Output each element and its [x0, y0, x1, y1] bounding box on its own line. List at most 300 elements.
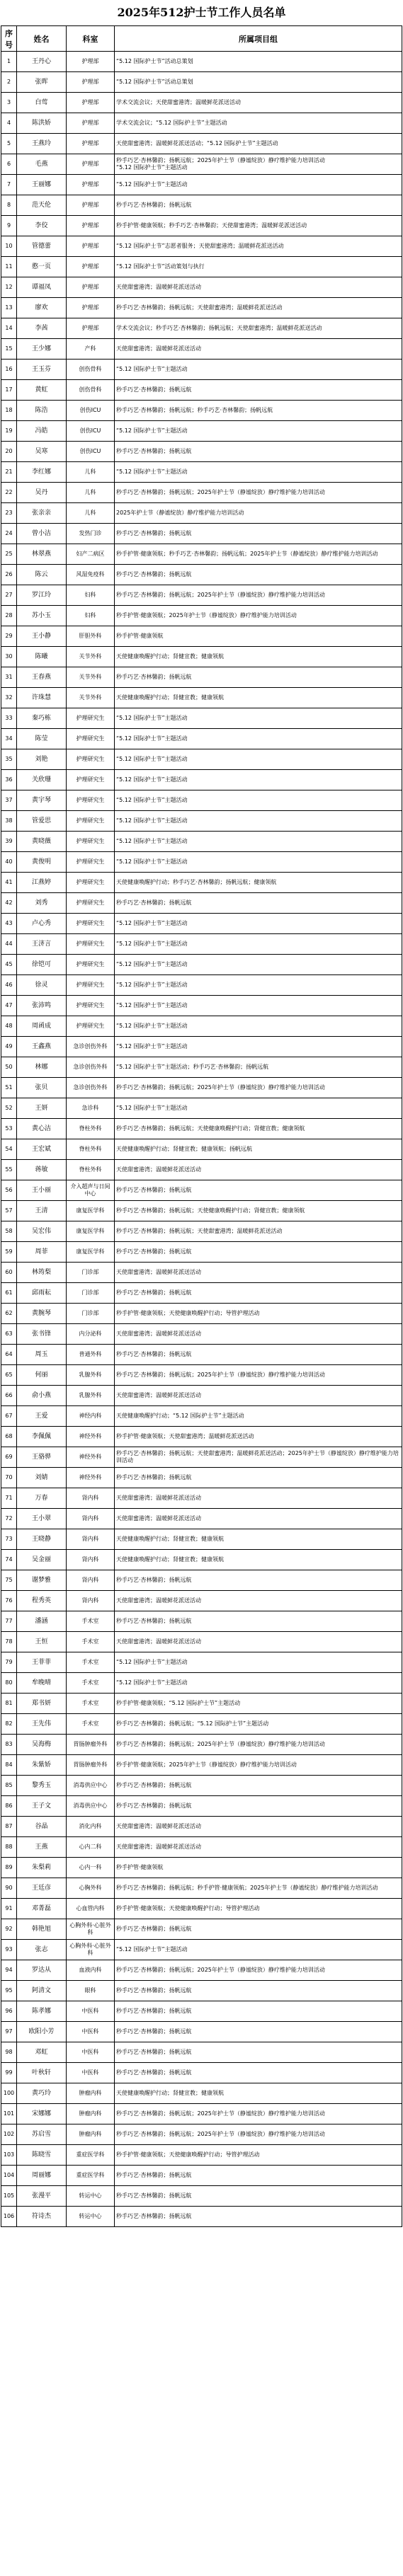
- row-staff-name: 毛燕: [17, 154, 67, 175]
- row-staff-name: 蒋敏: [17, 1160, 67, 1180]
- row-staff-name: 吴丹: [17, 483, 67, 503]
- row-staff-name: 李佩佩: [17, 1427, 67, 1447]
- row-serial-number: 37: [1, 790, 17, 811]
- table-row: [1, 873, 402, 893]
- row-department: 消毒供应中心: [67, 1776, 115, 1796]
- row-staff-name: 朱紫娇: [17, 1755, 67, 1776]
- row-serial-number: 65: [1, 1365, 17, 1386]
- row-serial-number: 25: [1, 544, 17, 565]
- row-department: 转运中心: [67, 2186, 115, 2207]
- row-serial-number: 12: [1, 277, 17, 298]
- row-staff-name: 朱梨莉: [17, 1858, 67, 1878]
- row-project-group: 天使甜蜜港湾；温暖鲜花派送活动: [115, 1263, 402, 1283]
- row-staff-name: 阿清文: [17, 1981, 67, 2001]
- row-department: 肿瘤内科: [67, 2083, 115, 2104]
- row-staff-name: 王小翠: [17, 1509, 67, 1529]
- row-project-group: 秒手巧艺·杏林馨韵；扬帆远航；2025年护士节（静谧绽放）静疗维护能力培训活动: [115, 1960, 402, 1981]
- table-row: [1, 134, 402, 154]
- row-department: 护理部: [67, 72, 115, 93]
- row-project-group: “5.12 国际护士节”主题活动: [115, 914, 402, 934]
- row-staff-name: 符诗杰: [17, 2207, 67, 2227]
- row-staff-name: 王丹心: [17, 52, 67, 72]
- row-staff-name: 王爱: [17, 1406, 67, 1427]
- table-row: [1, 2186, 402, 2207]
- row-project-group: 秒手护管·健康领航；“5.12 国际护士节”主题活动: [115, 1694, 402, 1714]
- row-department: 消毒供应中心: [67, 1796, 115, 1817]
- row-department: 肾内科: [67, 1570, 115, 1591]
- row-staff-name: 王玉芬: [17, 360, 67, 380]
- row-staff-name: 牟晚晴: [17, 1673, 67, 1694]
- row-serial-number: 89: [1, 1858, 17, 1878]
- table-row: [1, 975, 402, 996]
- row-department: 护理研究生: [67, 832, 115, 852]
- row-staff-name: 林娜: [17, 1057, 67, 1078]
- row-department: 转运中心: [67, 2207, 115, 2227]
- row-staff-name: 何丽: [17, 1365, 67, 1386]
- row-project-group: 天使甜蜜港湾；温暖鲜花派送活动: [115, 1632, 402, 1652]
- row-project-group: “5.12 国际护士节”志愿者服务；天使甜蜜港湾；温暖鲜花派送活动: [115, 236, 402, 257]
- row-department: 康复医学科: [67, 1221, 115, 1242]
- row-project-group: 秒手巧艺·杏林馨韵；扬帆远航: [115, 2063, 402, 2083]
- row-staff-name: 王子文: [17, 1796, 67, 1817]
- row-project-group: 秒手巧艺·杏林馨韵；扬帆远航: [115, 1283, 402, 1304]
- table-row: [1, 770, 402, 790]
- row-department: 胃肠肿瘤外科: [67, 1735, 115, 1755]
- row-staff-name: 刘艳: [17, 749, 67, 770]
- row-department: 急诊创伤外科: [67, 1057, 115, 1078]
- table-row: [1, 1263, 402, 1283]
- row-project-group: “5.12 国际护士节”主题活动: [115, 811, 402, 832]
- row-staff-name: 管爱思: [17, 811, 67, 832]
- table-row: [1, 893, 402, 914]
- table-row: [1, 832, 402, 852]
- row-department: 中医科: [67, 2022, 115, 2042]
- header-serial-number: 序号: [1, 26, 17, 52]
- table-row: [1, 1160, 402, 1180]
- row-staff-name: 秦巧栋: [17, 708, 67, 729]
- row-staff-name: 欧阳小芳: [17, 2022, 67, 2042]
- row-department: 护理部: [67, 175, 115, 195]
- row-department: 护理研究生: [67, 729, 115, 749]
- row-project-group: 天使甜蜜港湾；温暖鲜花派送活动: [115, 1324, 402, 1345]
- row-department: 手术室: [67, 1714, 115, 1735]
- table-row: [1, 1221, 402, 1242]
- row-serial-number: 90: [1, 1878, 17, 1899]
- row-staff-name: 卢心秀: [17, 914, 67, 934]
- row-serial-number: 75: [1, 1570, 17, 1591]
- table-body: [1, 52, 402, 2227]
- row-serial-number: 93: [1, 1940, 17, 1960]
- row-department: 创伤ICU: [67, 421, 115, 442]
- row-department: 儿科: [67, 483, 115, 503]
- table-row: [1, 708, 402, 729]
- row-project-group: 秒手巧艺·杏林馨韵；扬帆远航；2025年护士节（静谧绽放）静疗维护能力培训活动: [115, 585, 402, 606]
- row-project-group: “5.12 国际护士节”活动总策划: [115, 72, 402, 93]
- row-serial-number: 101: [1, 2104, 17, 2124]
- table-row: [1, 667, 402, 688]
- table-row: [1, 2207, 402, 2227]
- row-serial-number: 76: [1, 1591, 17, 1611]
- row-department: 妇产二病区: [67, 544, 115, 565]
- row-serial-number: 14: [1, 318, 17, 339]
- row-staff-name: 王先伟: [17, 1714, 67, 1735]
- table-row: [1, 1488, 402, 1509]
- table-row: [1, 277, 402, 298]
- row-staff-name: 罗达从: [17, 1960, 67, 1981]
- row-serial-number: 33: [1, 708, 17, 729]
- row-staff-name: 黄晓薇: [17, 832, 67, 852]
- row-project-group: 秒手巧艺·杏林馨韵；扬帆远航；天使甜蜜港湾；温暖鲜花派送活动: [115, 1221, 402, 1242]
- table-row: [1, 1591, 402, 1611]
- row-serial-number: 106: [1, 2207, 17, 2227]
- row-project-group: 秒手巧艺·杏林馨韵；扬帆远航；秒手巧艺·杏林馨韵；扬帆远航: [115, 401, 402, 421]
- row-staff-name: 罗江玲: [17, 585, 67, 606]
- row-project-group: 天使甜蜜港湾；温暖鲜花派送活动；“5.12 国际护士节”主题活动: [115, 134, 402, 154]
- row-department: 护理部: [67, 113, 115, 134]
- row-project-group: 天使健康唤醒护行动；肾健宣教；健康领航: [115, 1550, 402, 1570]
- row-department: 普通外科: [67, 1345, 115, 1365]
- row-staff-name: 林翠燕: [17, 544, 67, 565]
- table-row: [1, 1735, 402, 1755]
- row-staff-name: 潘涵: [17, 1611, 67, 1632]
- row-serial-number: 86: [1, 1796, 17, 1817]
- row-department: 脊柱外科: [67, 1160, 115, 1180]
- table-row: [1, 1242, 402, 1263]
- row-staff-name: 谭福凤: [17, 277, 67, 298]
- row-staff-name: 黎秀玉: [17, 1776, 67, 1796]
- row-project-group: “5.12 国际护士节”主题活动: [115, 175, 402, 195]
- row-staff-name: 苏启雪: [17, 2124, 67, 2145]
- row-serial-number: 22: [1, 483, 17, 503]
- row-staff-name: 吴寒: [17, 442, 67, 462]
- table-row: [1, 2124, 402, 2145]
- row-staff-name: 憨一页: [17, 257, 67, 277]
- row-staff-name: 廖欢: [17, 298, 67, 318]
- row-department: 心胸外科: [67, 1878, 115, 1899]
- row-project-group: 秒手巧艺·杏林馨韵；扬帆远航；天使甜蜜港湾；温暖鲜花派送活动；2025年护士节（静谧绽放）静疗维护能力培训活动: [115, 1447, 402, 1468]
- row-serial-number: 39: [1, 832, 17, 852]
- table-row: [1, 1570, 402, 1591]
- row-staff-name: 王恒: [17, 1632, 67, 1652]
- row-serial-number: 94: [1, 1960, 17, 1981]
- table-row: [1, 1345, 402, 1365]
- row-serial-number: 102: [1, 2124, 17, 2145]
- row-project-group: “5.12 国际护士节”主题活动: [115, 1940, 402, 1960]
- row-project-group: 秒手巧艺·杏林馨韵；扬帆远航: [115, 565, 402, 585]
- table-row: [1, 2063, 402, 2083]
- row-serial-number: 83: [1, 1735, 17, 1755]
- table-row: [1, 2104, 402, 2124]
- row-serial-number: 66: [1, 1386, 17, 1406]
- row-department: 护理研究生: [67, 975, 115, 996]
- row-project-group: 天使甜蜜港湾；温暖鲜花派送活动: [115, 1817, 402, 1837]
- row-staff-name: 冯皓: [17, 421, 67, 442]
- table-row: [1, 790, 402, 811]
- row-department: 护理研究生: [67, 893, 115, 914]
- table-row: [1, 729, 402, 749]
- row-department: 心血管内科: [67, 1899, 115, 1919]
- row-department: 乳腺外科: [67, 1386, 115, 1406]
- row-staff-name: 刘婧: [17, 1468, 67, 1488]
- table-row: [1, 934, 402, 955]
- row-staff-name: 吴宏伟: [17, 1221, 67, 1242]
- row-project-group: 秒手巧艺·杏林馨韵；扬帆远航: [115, 2166, 402, 2186]
- row-serial-number: 31: [1, 667, 17, 688]
- row-department: 护理部: [67, 154, 115, 175]
- row-staff-name: 王少娜: [17, 339, 67, 360]
- row-department: 肾内科: [67, 1550, 115, 1570]
- row-project-group: 秒手护管·健康领航；天使健康唤醒护行动；导管护理活动: [115, 1899, 402, 1919]
- row-department: 护理研究生: [67, 955, 115, 975]
- row-serial-number: 15: [1, 339, 17, 360]
- table-row: [1, 1304, 402, 1324]
- row-serial-number: 62: [1, 1304, 17, 1324]
- row-department: 护理部: [67, 52, 115, 72]
- row-staff-name: 张晖: [17, 72, 67, 93]
- table-row: [1, 606, 402, 626]
- row-department: 关节外科: [67, 667, 115, 688]
- row-staff-name: 谢梦雅: [17, 1570, 67, 1591]
- row-project-group: 秒手巧艺·杏林馨韵；扬帆远航；秒手护管·健康领航；2025年护士节（静谧绽放）静疗维护能力培训活动: [115, 1878, 402, 1899]
- row-staff-name: 俞小燕: [17, 1386, 67, 1406]
- table-row: [1, 298, 402, 318]
- row-project-group: 秒手巧艺·杏林馨韵；扬帆远航: [115, 195, 402, 216]
- row-project-group: 秒手巧艺·杏林馨韵；扬帆远航；天使甜蜜港湾；温暖鲜花派送活动: [115, 298, 402, 318]
- row-serial-number: 88: [1, 1837, 17, 1858]
- row-staff-name: 张书锋: [17, 1324, 67, 1345]
- table-row: [1, 2022, 402, 2042]
- row-serial-number: 54: [1, 1139, 17, 1160]
- row-serial-number: 3: [1, 93, 17, 113]
- header-name: 姓名: [17, 26, 67, 52]
- row-department: 护理研究生: [67, 790, 115, 811]
- row-project-group: “5.12 国际护士节”主题活动: [115, 1673, 402, 1694]
- table-row: [1, 1139, 402, 1160]
- row-department: 风湿免疫科: [67, 565, 115, 585]
- table-row: [1, 955, 402, 975]
- row-department: 儿科: [67, 503, 115, 524]
- row-project-group: 秒手巧艺·杏林馨韵；扬帆远航；天使健康唤醒护行动；肾健宣教；健康领航: [115, 1201, 402, 1221]
- table-row: [1, 1057, 402, 1078]
- row-staff-name: 徐灵: [17, 975, 67, 996]
- row-serial-number: 72: [1, 1509, 17, 1529]
- row-staff-name: 黄巧玲: [17, 2083, 67, 2104]
- row-staff-name: 王燕玲: [17, 134, 67, 154]
- row-project-group: 秒手巧艺·杏林馨韵；扬帆远航: [115, 2207, 402, 2227]
- row-staff-name: 程秀英: [17, 1591, 67, 1611]
- row-project-group: 秒手护管·健康领航: [115, 1858, 402, 1878]
- row-staff-name: 林筠梨: [17, 1263, 67, 1283]
- row-staff-name: 王春燕: [17, 667, 67, 688]
- row-department: 手术室: [67, 1652, 115, 1673]
- row-serial-number: 95: [1, 1981, 17, 2001]
- row-serial-number: 24: [1, 524, 17, 544]
- table-row: [1, 442, 402, 462]
- row-serial-number: 26: [1, 565, 17, 585]
- row-project-group: 秒手护管·健康领航；秒手巧艺·杏林馨韵；扬帆远航；2025年护士节（静谧绽放）静疗维护能力培训活动: [115, 544, 402, 565]
- table-row: [1, 52, 402, 72]
- row-staff-name: 邱雨耘: [17, 1283, 67, 1304]
- table-row: [1, 380, 402, 401]
- row-department: 神经外科: [67, 1468, 115, 1488]
- table-row: [1, 914, 402, 934]
- row-project-group: “5.12 国际护士节”主题活动: [115, 934, 402, 955]
- row-department: 急诊创伤外科: [67, 1078, 115, 1098]
- row-project-group: 秒手巧艺·杏林馨韵；扬帆远航: [115, 1919, 402, 1940]
- row-department: 护理部: [67, 257, 115, 277]
- row-department: 乳腺外科: [67, 1365, 115, 1386]
- row-project-group: 天使甜蜜港湾；温暖鲜花派送活动: [115, 1509, 402, 1529]
- row-project-group: 秒手护管·健康领航；天使甜蜜港湾；温暖鲜花派送活动: [115, 1427, 402, 1447]
- row-department: 护理研究生: [67, 749, 115, 770]
- row-staff-name: 张志: [17, 1940, 67, 1960]
- row-department: 心内二科: [67, 1837, 115, 1858]
- table-row: [1, 626, 402, 647]
- row-department: 介入超声与日间中心: [67, 1180, 115, 1201]
- row-department: 心内一科: [67, 1858, 115, 1878]
- table-row: [1, 1180, 402, 1201]
- row-serial-number: 34: [1, 729, 17, 749]
- row-project-group: “5.12 国际护士节”主题活动: [115, 360, 402, 380]
- row-staff-name: 万春: [17, 1488, 67, 1509]
- table-row: [1, 524, 402, 544]
- row-serial-number: 6: [1, 154, 17, 175]
- row-serial-number: 35: [1, 749, 17, 770]
- row-serial-number: 5: [1, 134, 17, 154]
- row-department: 护理部: [67, 236, 115, 257]
- row-department: 急诊科: [67, 1098, 115, 1119]
- row-serial-number: 46: [1, 975, 17, 996]
- row-department: 创伤骨科: [67, 380, 115, 401]
- row-project-group: 秒手巧艺·杏林馨韵；扬帆远航；2025年护士节（静谧绽放）静疗维护能力培训活动: [115, 483, 402, 503]
- row-department: 护理研究生: [67, 1016, 115, 1037]
- row-project-group: 秒手巧艺·杏林馨韵；扬帆远航: [115, 1776, 402, 1796]
- row-department: 血液内科: [67, 1960, 115, 1981]
- row-staff-name: 邓菁磊: [17, 1899, 67, 1919]
- row-department: 护理部: [67, 318, 115, 339]
- row-project-group: “5.12 国际护士节”主题活动: [115, 708, 402, 729]
- table-row: [1, 2042, 402, 2063]
- row-staff-name: 黄腕琴: [17, 1304, 67, 1324]
- row-project-group: 秒手巧艺·杏林馨韵；扬帆远航；天使健康唤醒护行动；肾健宣教；健康领航: [115, 1119, 402, 1139]
- table-row: [1, 1817, 402, 1837]
- row-department: 手术室: [67, 1611, 115, 1632]
- row-serial-number: 38: [1, 811, 17, 832]
- row-serial-number: 8: [1, 195, 17, 216]
- row-department: 护理研究生: [67, 873, 115, 893]
- table-row: [1, 2166, 402, 2186]
- row-project-group: 秒手巧艺·杏林馨韵；扬帆远航: [115, 2001, 402, 2022]
- row-serial-number: 1: [1, 52, 17, 72]
- row-staff-name: 张漫平: [17, 2186, 67, 2207]
- row-serial-number: 80: [1, 1673, 17, 1694]
- table-row: [1, 339, 402, 360]
- row-project-group: 秒手护管·健康领航；天使健康唤醒护行动；导管护理活动: [115, 2145, 402, 2166]
- table-row: [1, 1796, 402, 1817]
- row-staff-name: 曾小洁: [17, 524, 67, 544]
- row-project-group: 天使健康唤醒护行动；秒手巧艺·杏林馨韵；扬帆远航；健康领航: [115, 873, 402, 893]
- table-row: [1, 1283, 402, 1304]
- row-staff-name: 周菲: [17, 1242, 67, 1263]
- row-staff-name: 李红娜: [17, 462, 67, 483]
- row-department: 护理部: [67, 277, 115, 298]
- row-serial-number: 23: [1, 503, 17, 524]
- row-department: 心胸外科·心脏外科: [67, 1940, 115, 1960]
- table-row: [1, 1529, 402, 1550]
- row-project-group: 秒手护管·健康领航；天使健康唤醒护行动；导管护理活动: [115, 1304, 402, 1324]
- row-project-group: 2025年护士节（静谧绽放）静疗维护能力培训活动: [115, 503, 402, 524]
- row-department: 消化内科: [67, 1817, 115, 1837]
- row-project-group: 秒手巧艺·杏林馨韵；扬帆远航: [115, 1796, 402, 1817]
- row-department: 护理研究生: [67, 934, 115, 955]
- row-department: 护理研究生: [67, 811, 115, 832]
- row-staff-name: 管德蕾: [17, 236, 67, 257]
- row-project-group: 秒手巧艺·杏林馨韵；扬帆远航；2025年护士节（静谧绽放）静疗维护能力培训活动: [115, 2124, 402, 2145]
- row-project-group: “5.12 国际护士节”主题活动: [115, 955, 402, 975]
- table-row: [1, 175, 402, 195]
- row-staff-name: 黄宇琴: [17, 790, 67, 811]
- table-row: [1, 2001, 402, 2022]
- row-serial-number: 53: [1, 1119, 17, 1139]
- row-serial-number: 29: [1, 626, 17, 647]
- row-staff-name: 王小静: [17, 626, 67, 647]
- row-serial-number: 36: [1, 770, 17, 790]
- row-serial-number: 67: [1, 1406, 17, 1427]
- row-department: 门诊部: [67, 1304, 115, 1324]
- row-project-group: “5.12 国际护士节”主题活动: [115, 1098, 402, 1119]
- row-project-group: “5.12 国际护士节”主题活动: [115, 770, 402, 790]
- table-row: [1, 1386, 402, 1406]
- row-department: 眼科: [67, 1981, 115, 2001]
- table-row: [1, 1755, 402, 1776]
- row-project-group: 秒手巧艺·杏林馨韵；扬帆远航: [115, 2042, 402, 2063]
- row-department: 关节外科: [67, 647, 115, 667]
- header-project-group: 所属项目组: [115, 26, 402, 52]
- row-staff-name: 王小丽: [17, 1180, 67, 1201]
- row-serial-number: 84: [1, 1755, 17, 1776]
- table-row: [1, 257, 402, 277]
- row-project-group: 秒手巧艺·杏林馨韵；扬帆远航: [115, 667, 402, 688]
- row-staff-name: 关欣珊: [17, 770, 67, 790]
- row-department: 护理研究生: [67, 770, 115, 790]
- row-department: 肝胆外科: [67, 626, 115, 647]
- row-staff-name: 黄俊明: [17, 852, 67, 873]
- table-row: [1, 1940, 402, 1960]
- row-staff-name: 王丽娜: [17, 175, 67, 195]
- row-serial-number: 81: [1, 1694, 17, 1714]
- row-department: 创伤骨科: [67, 360, 115, 380]
- table-row: [1, 1673, 402, 1694]
- row-serial-number: 10: [1, 236, 17, 257]
- row-department: 护理部: [67, 134, 115, 154]
- row-project-group: “5.12 国际护士节”主题活动: [115, 975, 402, 996]
- row-staff-name: 邓虹: [17, 2042, 67, 2063]
- table-row: [1, 1201, 402, 1221]
- table-row: [1, 1837, 402, 1858]
- row-project-group: 学术交流会议；秒手巧艺·杏林馨韵；扬帆远航；天使甜蜜港湾；温暖鲜花派送活动: [115, 318, 402, 339]
- staff-table: [1, 25, 402, 2227]
- row-staff-name: 许珠慧: [17, 688, 67, 708]
- row-staff-name: 王廷彦: [17, 1878, 67, 1899]
- table-row: [1, 1919, 402, 1940]
- table-row: [1, 236, 402, 257]
- row-project-group: “5.12 国际护士节”主题活动: [115, 1016, 402, 1037]
- row-serial-number: 99: [1, 2063, 17, 2083]
- row-project-group: 学术交流会议；“5.12 国际护士节”主题活动: [115, 113, 402, 134]
- row-project-group: 秒手巧艺·杏林馨韵；扬帆远航: [115, 442, 402, 462]
- row-project-group: 秒手巧艺·杏林馨韵；扬帆远航: [115, 2186, 402, 2207]
- row-staff-name: 王济言: [17, 934, 67, 955]
